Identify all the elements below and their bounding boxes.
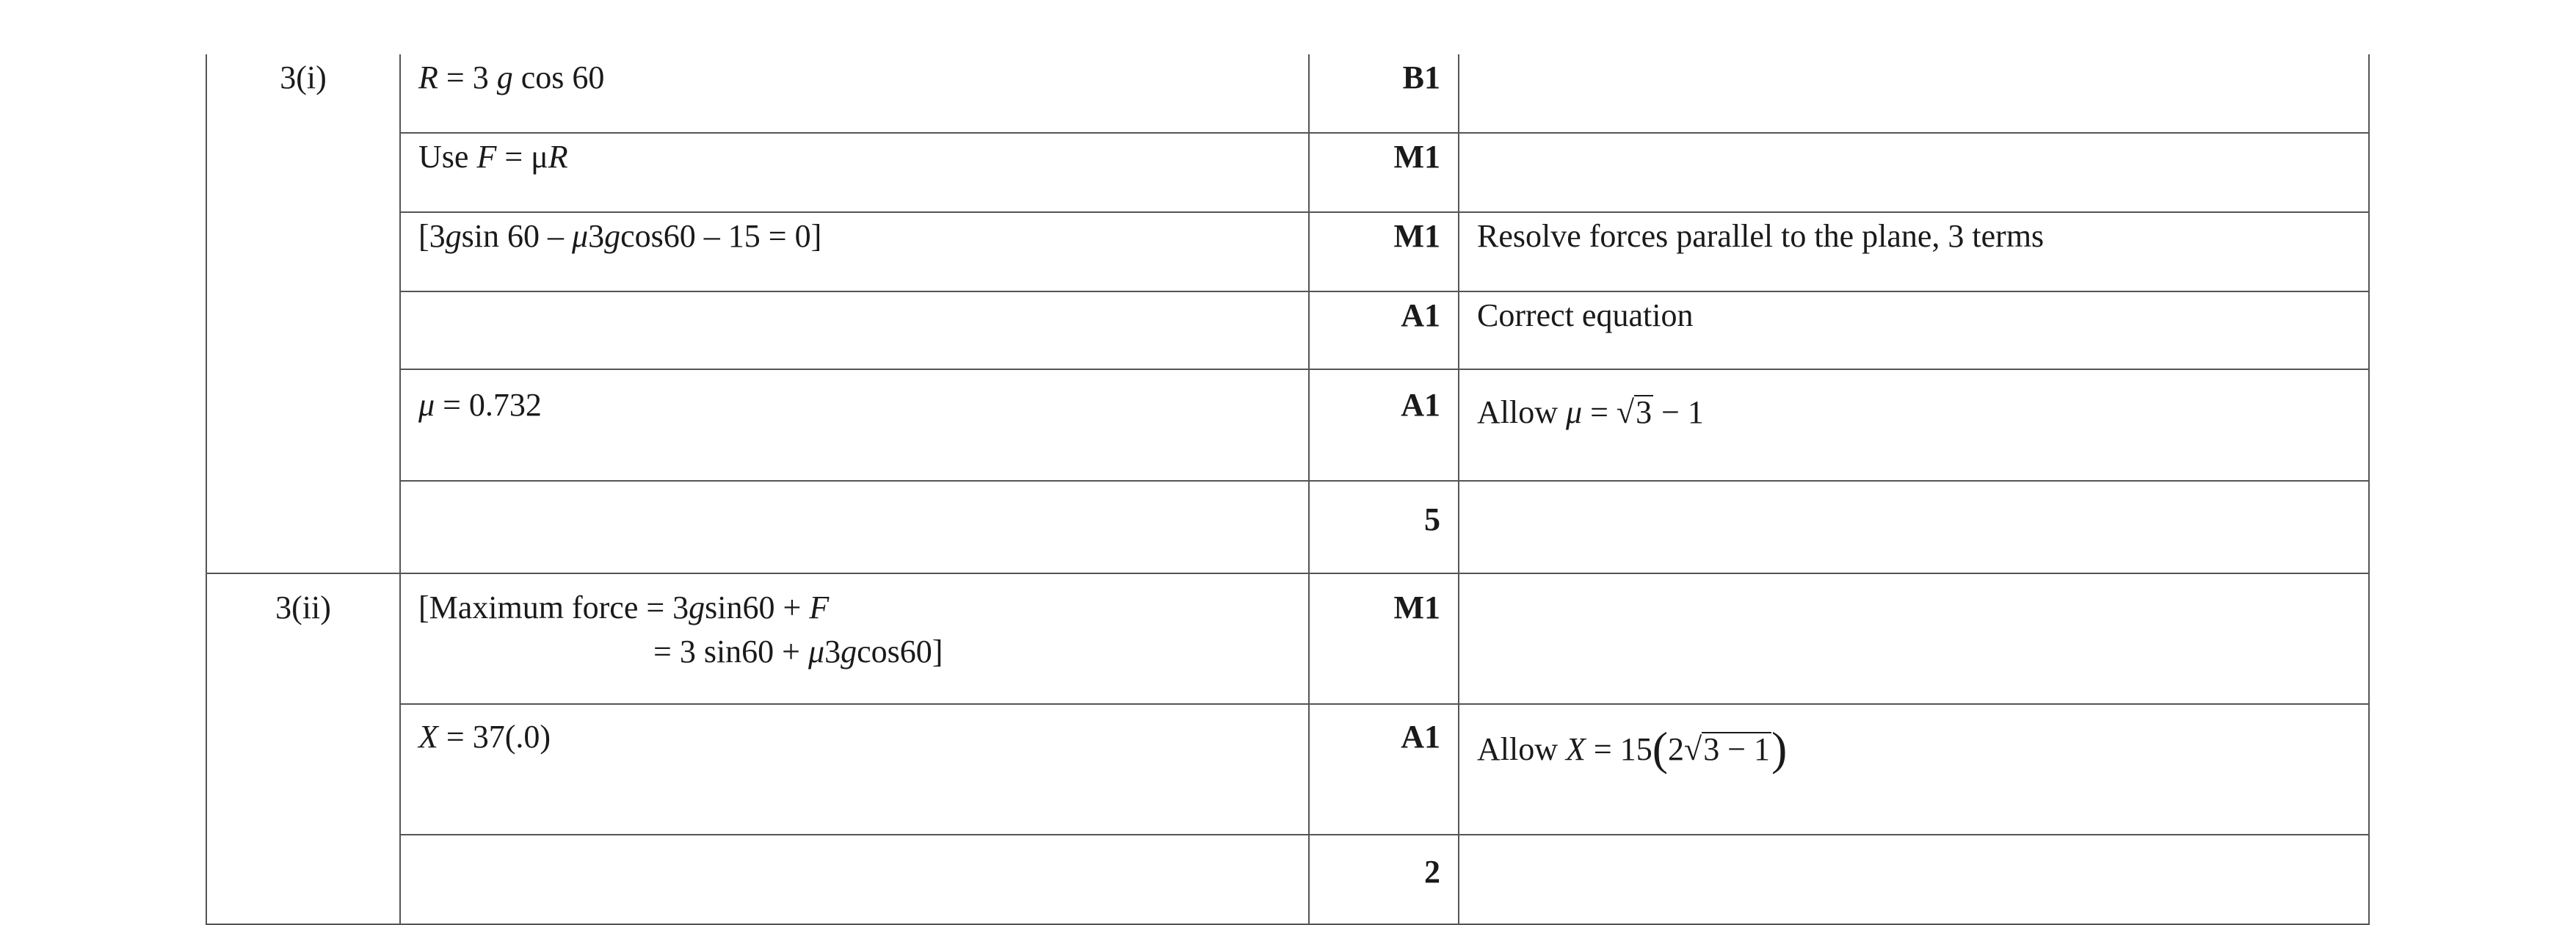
square-root-expression — [1617, 391, 1653, 435]
mark-cell — [1309, 291, 1459, 369]
answer-text: cos60 – 15 = 0] — [620, 218, 822, 254]
mark-cell — [1309, 573, 1459, 704]
total-mark-cell — [1309, 481, 1459, 573]
table-row — [206, 835, 2369, 924]
guidance-cell — [1459, 54, 2369, 133]
answer-text: R — [548, 139, 568, 175]
mark-cell — [1309, 369, 1459, 481]
answer-text: μ — [572, 218, 589, 254]
question-number: 3(i) — [280, 59, 327, 95]
mark-code: A1 — [1401, 297, 1440, 333]
answer-text: Use — [418, 139, 477, 175]
guidance-text: − 1 — [1653, 394, 1704, 430]
answer-cell — [400, 835, 1309, 924]
answer-cell — [400, 212, 1309, 291]
table-row — [206, 133, 2369, 212]
answer-text: g — [604, 218, 621, 254]
radical-sign: √ — [1616, 394, 1635, 430]
mark-cell — [1309, 212, 1459, 291]
mark-cell — [1309, 704, 1459, 835]
question-number-cell — [206, 573, 400, 924]
total-mark-cell — [1309, 835, 1459, 924]
answer-text: cos 60 — [512, 59, 605, 95]
mark-cell — [1309, 133, 1459, 212]
answer-line-1 — [418, 586, 1308, 630]
guidance-text: Resolve forces parallel to the plane, 3 terms — [1477, 218, 2045, 254]
answer-text: 3 — [824, 634, 841, 670]
table-row — [206, 291, 2369, 369]
answer-cell — [400, 54, 1309, 133]
answer-text: μ — [808, 634, 825, 670]
answer-text: cos60] — [857, 634, 943, 670]
table-row — [206, 704, 2369, 835]
answer-cell — [400, 481, 1309, 573]
total-mark: 5 — [1424, 501, 1440, 537]
answer-text: μ — [418, 387, 435, 423]
guidance-text: Correct equation — [1477, 297, 1694, 333]
table-row — [206, 54, 2369, 133]
guidance-text: = 15 — [1585, 731, 1652, 767]
guidance-cell — [1459, 704, 2369, 835]
right-parenthesis: ) — [1771, 722, 1788, 775]
answer-text: = μ — [496, 139, 548, 175]
guidance-cell — [1459, 291, 2369, 369]
radicand: 3 — [1636, 394, 1652, 430]
answer-text: F — [476, 139, 497, 175]
answer-text: g — [841, 634, 857, 670]
answer-text: = 0.732 — [435, 387, 542, 423]
answer-text: g — [445, 218, 462, 254]
square-root-expression — [1684, 728, 1771, 772]
guidance-cell — [1459, 835, 2369, 924]
answer-text: [3 — [418, 218, 446, 254]
guidance-text: Allow — [1477, 394, 1566, 430]
table-row — [206, 481, 2369, 573]
guidance-cell — [1459, 573, 2369, 704]
mark-code: M1 — [1393, 218, 1440, 254]
answer-cell — [400, 573, 1309, 704]
answer-text: = 3 sin60 + — [653, 634, 808, 670]
answer-text: R — [418, 59, 438, 95]
guidance-text: Allow — [1477, 731, 1566, 767]
table-row — [206, 573, 2369, 704]
answer-line-2 — [418, 630, 1308, 674]
guidance-cell — [1459, 212, 2369, 291]
guidance-text: X — [1566, 731, 1586, 767]
radicand: 3 − 1 — [1703, 731, 1771, 767]
answer-text: g — [689, 590, 705, 625]
mark-cell — [1309, 54, 1459, 133]
answer-text: g — [496, 59, 513, 95]
answer-text: F — [809, 590, 830, 625]
guidance-cell — [1459, 369, 2369, 481]
answer-text: = 3 — [438, 59, 497, 95]
table-row — [206, 212, 2369, 291]
guidance-text: 2 — [1668, 731, 1685, 767]
table-row — [206, 369, 2369, 481]
answer-cell — [400, 291, 1309, 369]
answer-text: [Maximum force = 3 — [418, 590, 689, 625]
answer-cell — [400, 369, 1309, 481]
mark-code: B1 — [1402, 59, 1440, 95]
mark-code: M1 — [1393, 590, 1440, 625]
mark-scheme-table — [206, 54, 2370, 925]
total-mark: 2 — [1424, 854, 1440, 890]
question-number: 3(ii) — [275, 590, 331, 625]
answer-text: X — [418, 719, 438, 755]
answer-text: 3 — [588, 218, 605, 254]
question-number-cell — [206, 54, 400, 573]
answer-cell — [400, 133, 1309, 212]
answer-text: = 37(.0) — [438, 719, 551, 755]
answer-cell — [400, 704, 1309, 835]
radical-sign: √ — [1684, 731, 1702, 767]
answer-text: sin60 + — [705, 590, 810, 625]
mark-code: A1 — [1401, 387, 1440, 423]
mark-code: A1 — [1401, 719, 1440, 755]
guidance-text: = — [1582, 394, 1617, 430]
guidance-cell — [1459, 481, 2369, 573]
answer-text: sin 60 – — [461, 218, 573, 254]
mark-code: M1 — [1393, 139, 1440, 175]
guidance-text: μ — [1566, 394, 1583, 430]
guidance-cell — [1459, 133, 2369, 212]
left-parenthesis: ( — [1652, 722, 1669, 775]
